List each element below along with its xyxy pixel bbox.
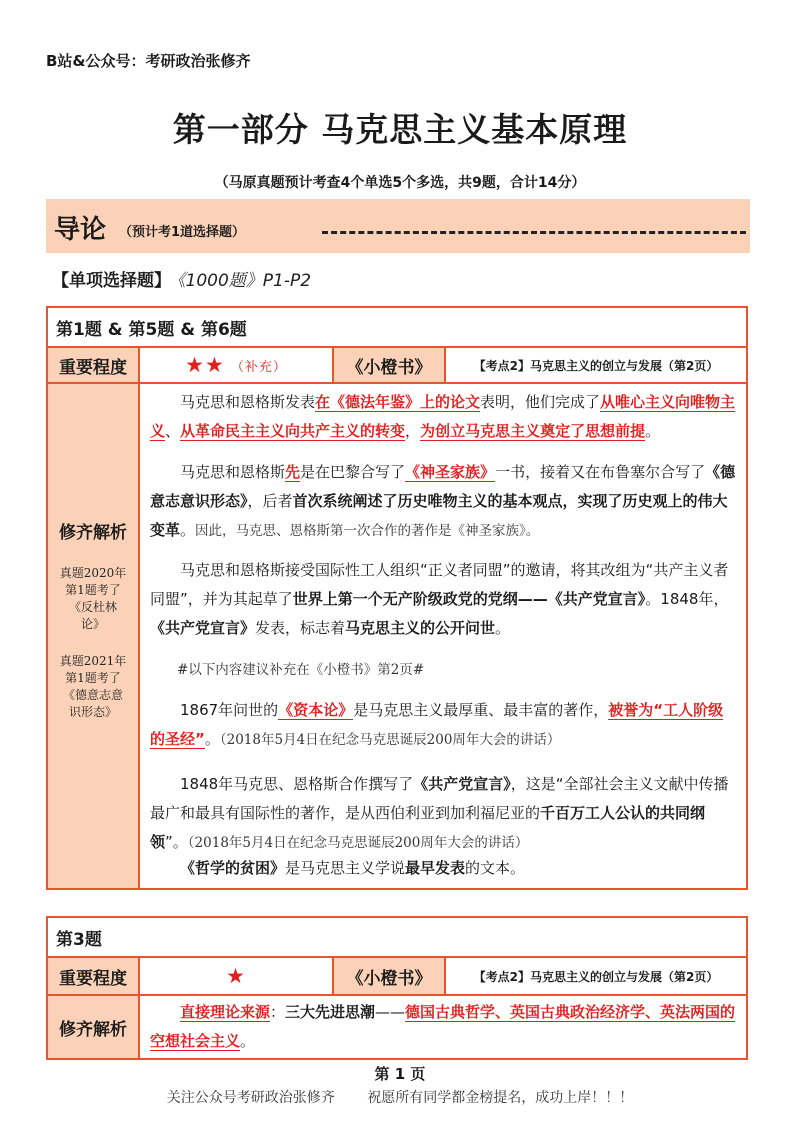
question-type xyxy=(52,266,311,291)
paragraph-2: 马克思和恩格斯先是在巴黎合写了《神圣家族》一书，接着又在布鲁塞尔合写了《德意志意识形态》，后者首次系统阐述了历史唯物主义的基本观点，实现了历史观上的伟大变革。因此，马克思、恩格斯第一次合作的著作是《神圣家族》。 xyxy=(150,463,736,539)
kaodian-label: 【考点2】马克思主义的创立与发展（第2页） xyxy=(444,958,746,994)
side-note-2021 xyxy=(60,653,127,721)
footer-left: 关注公众号考研政治张修齐 xyxy=(166,1090,335,1106)
table-header-row xyxy=(48,918,746,956)
importance-label: 重要程度 xyxy=(48,348,138,382)
side-note-line: 真题2021年 xyxy=(59,654,127,668)
analysis-row xyxy=(48,994,746,1058)
paragraph-note: #以下内容建议补充在《小橙书》第2页# xyxy=(177,662,425,678)
importance-row xyxy=(48,346,746,382)
paragraph-5: 1867年问世的《资本论》是马克思主义最厚重、最丰富的著作，被誉为“工人阶级的圣经”。（2018年5月4日在纪念马克思诞辰200周年大会的讲话） xyxy=(150,701,724,748)
analysis-label: 修齐解析 xyxy=(59,523,127,543)
star-icon: ★ xyxy=(226,964,246,988)
stars-note: （补充） xyxy=(230,359,287,375)
table-header: 第3题 xyxy=(56,929,102,950)
footer xyxy=(0,1087,800,1107)
paragraph-1: 马克思和恩格斯发表在《德法年鉴》上的论文表明，他们完成了从唯心主义向唯物主义、从革命民主主义向共产主义的转变，为创立马克思主义奠定了思想前提。 xyxy=(150,393,736,440)
table-header-row xyxy=(48,308,746,346)
section-heading: 导论 xyxy=(54,215,107,245)
paragraph-7: 《哲学的贫困》是马克思主义学说最早发表的文本。 xyxy=(180,859,526,877)
source-credit: B站&公众号：考研政治张修齐 xyxy=(46,52,251,70)
page-number: 第 1 页 xyxy=(374,1065,426,1083)
paragraph-6: 1848年马克思、恩格斯合作撰写了《共产党宣言》，这是“全部社会主义文献中传播最广和最具有国际性的著作，是从西伯利亚到加利福尼亚的千百万工人公认的共同纲领”。（2018年5月4日在纪念马克思诞辰200周年大会的讲话） xyxy=(150,775,729,851)
footer-right: 祝愿所有同学都金榜提名，成功上岸！！！ xyxy=(367,1090,634,1106)
paragraph-3: 马克思和恩格斯接受国际性工人组织“正义者同盟”的邀请，将其改组为“共产主义者同盟”，并为其起草了世界上第一个无产阶级政党的党纲——《共产党宣言》。1848年，《共产党宣言》发表，标志着马克思主义的公开问世。 xyxy=(150,561,729,637)
section-divider xyxy=(322,231,746,234)
question-type-ref: 《1000题》P1-P2 xyxy=(177,271,312,291)
table-header: 第1题 & 第5题 & 第6题 xyxy=(56,319,247,340)
importance-stars xyxy=(138,348,332,382)
importance-label: 重要程度 xyxy=(48,958,138,994)
kaodian-label: 【考点2】马克思主义的创立与发展（第2页） xyxy=(444,348,746,382)
question-table-1 xyxy=(46,306,748,890)
question-table-2 xyxy=(46,916,748,1060)
analysis-side xyxy=(48,384,138,888)
side-note-2020 xyxy=(60,565,127,633)
book-label: 《小橙书》 xyxy=(332,348,444,382)
importance-row xyxy=(48,956,746,994)
page-title: 第一部分 马克思主义基本原理 xyxy=(172,110,628,149)
side-note-line: 真题2020年 xyxy=(59,566,127,580)
section-heading-band xyxy=(46,199,750,253)
analysis-row xyxy=(48,382,746,888)
section-note: （预计考1道选择题） xyxy=(119,225,246,240)
side-note-line: 第1题考了 xyxy=(65,671,121,685)
side-note-line: 《德意志意 xyxy=(62,688,123,702)
analysis-body xyxy=(138,384,746,888)
side-note-line: 识形态》 xyxy=(68,705,117,719)
analysis-body xyxy=(138,996,746,1058)
book-label: 《小橙书》 xyxy=(332,958,444,994)
side-note-line: 论》 xyxy=(80,617,105,631)
question-type-label: 【单项选择题】 xyxy=(52,271,171,291)
importance-stars xyxy=(138,958,332,994)
analysis-label: 修齐解析 xyxy=(48,996,138,1058)
side-note-line: 第1题考了 xyxy=(65,583,121,597)
side-note-line: 《反杜林 xyxy=(68,600,117,614)
paragraph-1: 直接理论来源：三大先进思潮——德国古典哲学、英国古典政治经济学、英法两国的空想社会主义。 xyxy=(150,1003,736,1050)
star-icon: ★★ xyxy=(185,353,225,377)
page-subtitle: （马原真题预计考查4个单选5个多选，共9题，合计14分） xyxy=(214,175,586,191)
